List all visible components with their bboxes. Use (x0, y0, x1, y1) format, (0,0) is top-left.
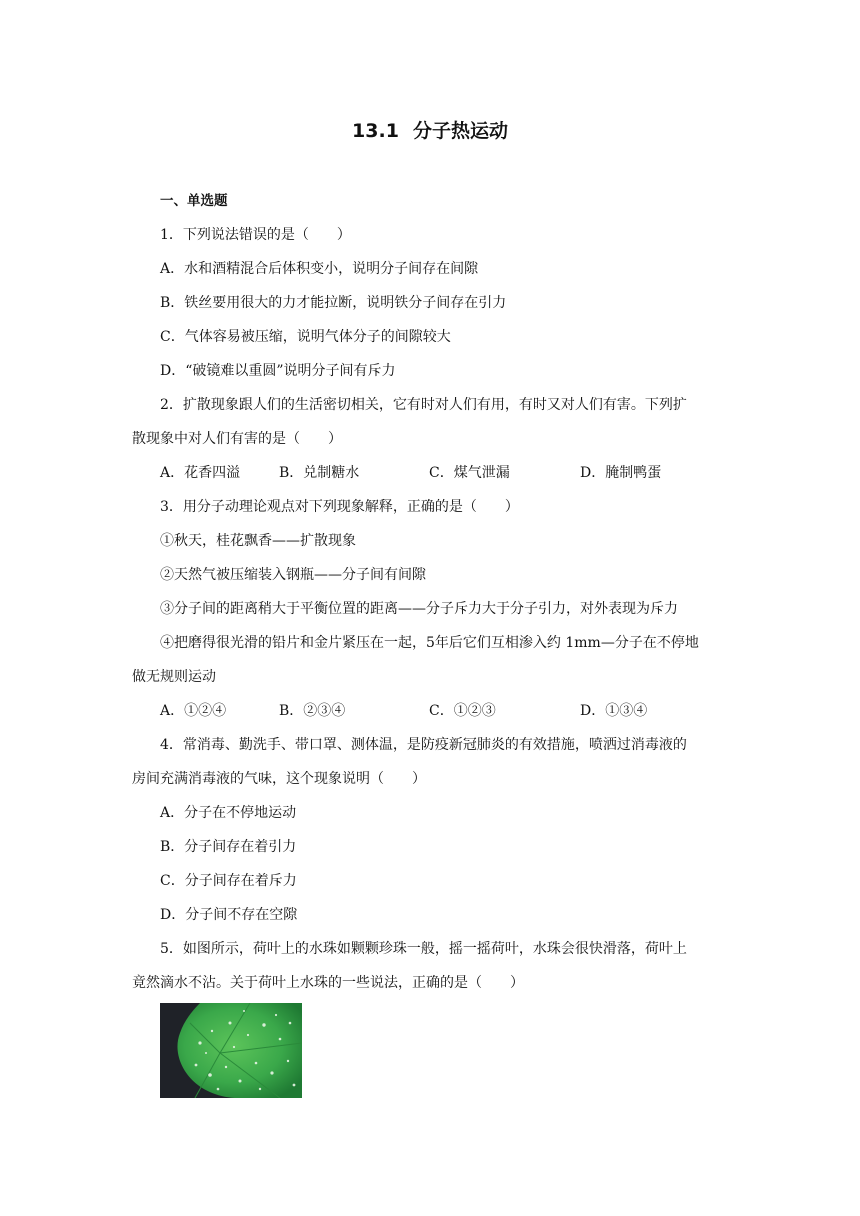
question-3-option-c: C．①②③ (429, 703, 496, 719)
question-4-option-c: C．分子间存在着斥力 (160, 873, 297, 889)
question-1-option-c: C．气体容易被压缩，说明气体分子的间隙较大 (160, 329, 451, 345)
question-1-option-b: B．铁丝要用很大的力才能拉断，说明铁分子间存在引力 (160, 295, 507, 311)
question-3-option-b: B．②③④ (279, 703, 346, 719)
question-2-options (0, 463, 860, 483)
page-title (0, 116, 860, 143)
question-1-option-a: A．水和酒精混合后体积变小，说明分子间存在间隙 (160, 261, 479, 277)
section-heading: 一、单选题 (160, 193, 228, 209)
title-number: 13.1 (352, 120, 399, 142)
question-3-statement-3: ③分子间的距离稍大于平衡位置的距离——分子斥力大于分子引力，对外表现为斥力 (160, 601, 678, 617)
question-4-option-b: B．分子间存在着引力 (160, 839, 297, 855)
question-1-stem: 1．下列说法错误的是（ ） (160, 227, 351, 243)
lotus-leaf-with-water-droplets-photo (160, 1003, 302, 1098)
question-2-stem-line-1: 2．扩散现象跟人们的生活密切相关，它有时对人们有用，有时又对人们有害。下列扩 (160, 397, 687, 413)
question-1-option-d: D．“破镜难以重圆”说明分子间有斥力 (160, 363, 396, 379)
question-4-option-d: D．分子间不存在空隙 (160, 907, 298, 923)
question-4-option-a: A．分子在不停地运动 (160, 805, 297, 821)
question-3-options (0, 701, 860, 721)
question-3-stem: 3．用分子动理论观点对下列现象解释，正确的是（ ） (160, 499, 519, 515)
question-3-option-d: D．①③④ (580, 703, 648, 719)
question-3-statement-1: ①秋天，桂花飘香——扩散现象 (160, 533, 356, 549)
question-5-stem-line-1: 5．如图所示，荷叶上的水珠如颗颗珍珠一般，摇一摇荷叶，水珠会很快滑落，荷叶上 (160, 941, 687, 957)
question-3-statement-4: ④把磨得很光滑的铅片和金片紧压在一起，5年后它们互相渗入约 1mm—分子在不停地 (160, 635, 699, 651)
question-4-stem-line-2: 房间充满消毒液的气味，这个现象说明（ ） (132, 771, 426, 787)
question-2-option-c: C．煤气泄漏 (429, 465, 510, 481)
question-2-option-d: D．腌制鸭蛋 (580, 465, 662, 481)
question-3-statement-4-cont: 做无规则运动 (132, 669, 216, 685)
lotus-leaf-icon (160, 1003, 302, 1098)
question-5-stem-line-2: 竟然滴水不沾。关于荷叶上水珠的一些说法，正确的是（ ） (132, 975, 524, 991)
question-2-option-b: B．兑制糖水 (279, 465, 360, 481)
question-3-option-a: A．①②④ (160, 703, 227, 719)
question-3-statement-2: ②天然气被压缩装入钢瓶——分子间有间隙 (160, 567, 426, 583)
question-2-stem-line-2: 散现象中对人们有害的是（ ） (132, 431, 342, 447)
question-2-option-a: A．花香四溢 (160, 465, 241, 481)
title-text: 分子热运动 (412, 120, 508, 142)
question-4-stem-line-1: 4．常消毒、勤洗手、带口罩、测体温，是防疫新冠肺炎的有效措施，喷洒过消毒液的 (160, 737, 687, 753)
